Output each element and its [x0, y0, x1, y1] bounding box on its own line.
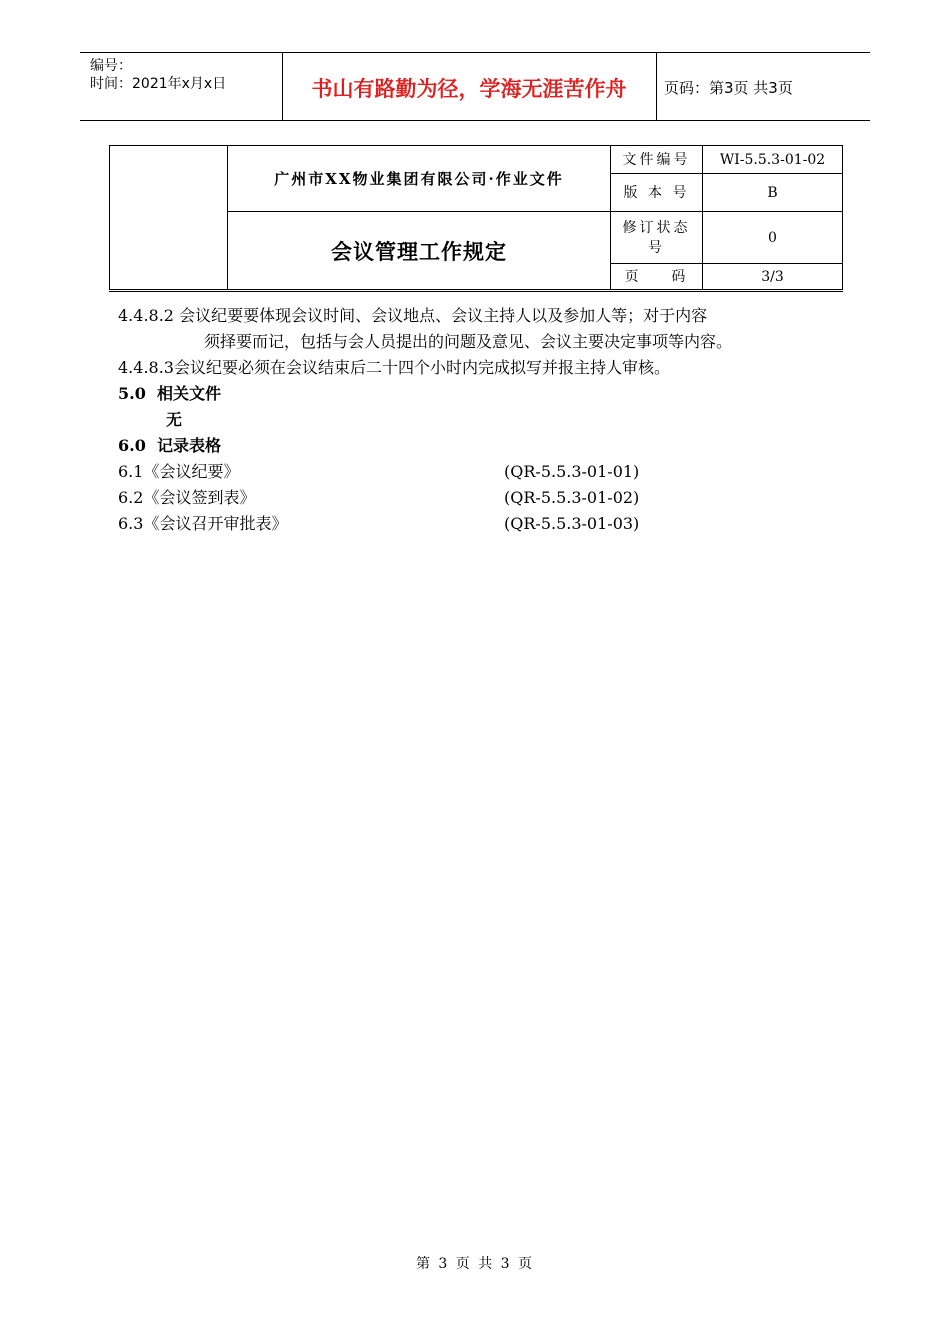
company-name: 广州市XX物业集团有限公司·作业文件 [228, 146, 611, 212]
page-header [80, 52, 870, 121]
field-value-version: B [703, 174, 843, 212]
logo-cell [110, 146, 228, 291]
form-code: (QR-5.5.3-01-01) [504, 462, 640, 481]
header-meta [90, 57, 226, 93]
clause-4-4-8-3: 4.4.8.3会议纪要必须在会议结束后二十四个小时内完成拟写并报主持人审核。 [118, 358, 670, 377]
form-code: (QR-5.5.3-01-03) [504, 514, 640, 533]
field-label-revision: 修订状态号 [611, 212, 703, 264]
document-date: 时间：2021年x月x日 [90, 76, 227, 92]
clause-4-4-8-2-continued: 须择要而记，包括与会人员提出的问题及意见、会议主要决定事项等内容。 [204, 332, 733, 351]
field-label-version: 版 本 号 [611, 174, 703, 212]
field-value-page: 3/3 [703, 264, 843, 291]
document-number-label: 编号： [90, 58, 132, 74]
document-title: 会议管理工作规定 [228, 212, 611, 291]
section-5-heading: 5.0 相关文件 [118, 384, 221, 403]
header-motto: 书山有路勤为径，学海无涯苦作舟 [311, 77, 627, 101]
form-name: 6.3《会议召开审批表》 [118, 514, 288, 533]
form-item [118, 485, 838, 511]
form-name: 6.1《会议纪要》 [118, 462, 240, 481]
clause-4-4-8-2: 4.4.8.2 会议纪要要体现会议时间、会议地点、会议主持人以及参加人等；对于内容 [118, 306, 708, 325]
page-footer: 第 3 页 共 3 页 [415, 1256, 535, 1272]
form-item [118, 459, 838, 485]
field-value-file-number: WI-5.5.3-01-02 [703, 146, 843, 174]
section-6-heading: 6.0 记录表格 [118, 436, 221, 455]
field-value-revision: 0 [703, 212, 843, 264]
document-control-table [109, 145, 843, 292]
section-5-body: 无 [166, 410, 183, 429]
document-body [118, 303, 838, 537]
form-code: (QR-5.5.3-01-02) [504, 488, 640, 507]
header-page-info: 页码：第3页 共3页 [664, 79, 793, 97]
header-divider [656, 53, 657, 120]
field-label-file-number: 文件编号 [611, 146, 703, 174]
form-item [118, 511, 838, 537]
form-name: 6.2《会议签到表》 [118, 488, 256, 507]
field-label-page: 页 码 [611, 264, 703, 291]
